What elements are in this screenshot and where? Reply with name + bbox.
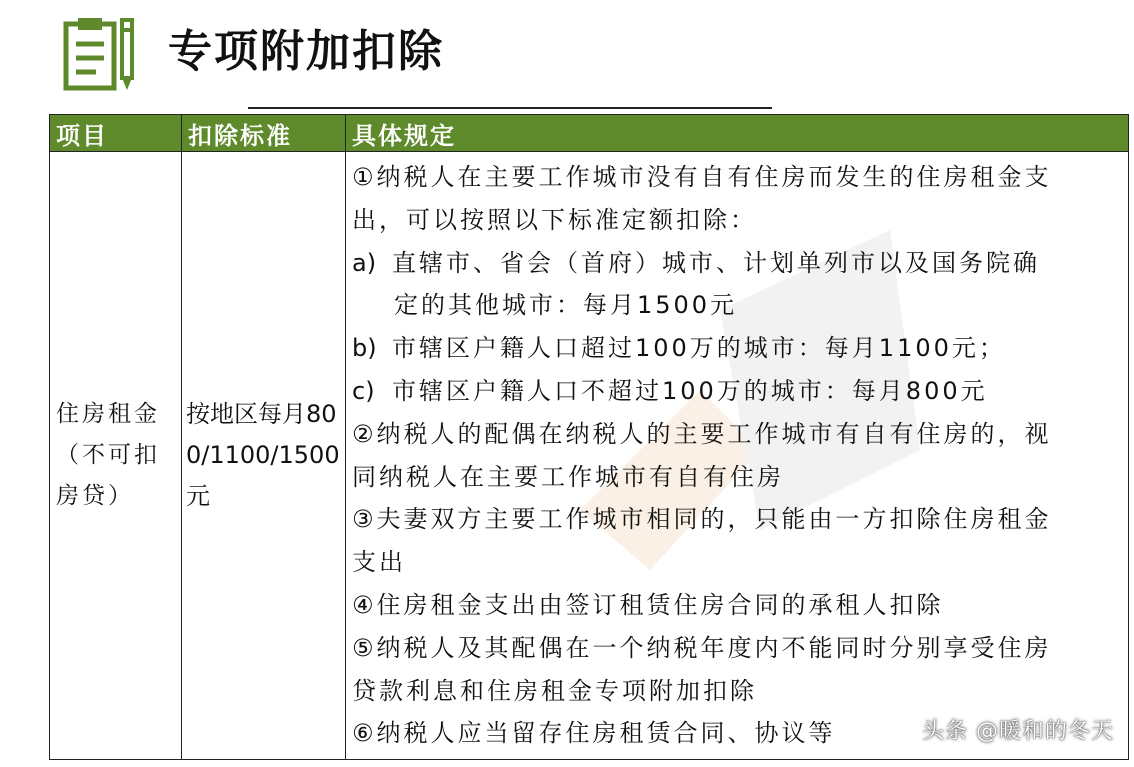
- standard-cell: 按地区每月800/1100/1500元: [182, 152, 346, 760]
- rules-cell: [346, 152, 1129, 760]
- item-cell: [50, 152, 182, 760]
- rule-line: [352, 456, 1124, 499]
- rule-line: [352, 199, 1124, 242]
- item-line: 住房租金: [56, 401, 160, 428]
- rule-text: 市辖区户籍人口超过100万的城市：每月1100元；: [392, 334, 1006, 363]
- rule-text: ⑥纳税人应当留存住房租赁合同、协议等: [352, 719, 836, 748]
- rule-line: [352, 327, 1124, 370]
- rule-marker: c): [352, 376, 375, 405]
- title-divider: [248, 107, 772, 109]
- rule-line: [352, 370, 1124, 413]
- page-title: 专项附加扣除: [168, 26, 444, 77]
- rule-text: ①纳税人在主要工作城市没有自有住房而发生的住房租金支: [352, 163, 1052, 191]
- rule-line: [352, 156, 1124, 199]
- rule-text: ②纳税人的配偶在纳税人的主要工作城市有自有住房的，视: [352, 419, 1052, 448]
- rule-text: 同纳税人在主要工作城市有自有住房: [352, 462, 784, 491]
- rule-text: 出，可以按照以下标准定额扣除：: [352, 205, 757, 234]
- rule-text: ⑤纳税人及其配偶在一个纳税年度内不能同时分别享受住房: [352, 633, 1052, 662]
- rule-line: [352, 498, 1124, 541]
- table-row: [50, 152, 1129, 760]
- rule-line: [352, 541, 1124, 584]
- rule-text: ③夫妻双方主要工作城市相同的，只能由一方扣除住房租金: [352, 505, 1052, 534]
- clipboard-pencil-icon: [60, 14, 140, 94]
- rule-text: 直辖市、省会（首府）城市、计划单列市以及国务院确: [392, 248, 1040, 277]
- rule-line: [352, 584, 1124, 627]
- header-item: 项目: [50, 115, 182, 152]
- item-line: 房贷）: [56, 483, 134, 510]
- rule-marker: a): [352, 248, 377, 277]
- rule-text: 定的其他城市：每月1500元: [394, 291, 738, 320]
- rule-text: 贷款利息和住房租金专项附加扣除: [352, 676, 757, 705]
- rules-list: [352, 156, 1124, 755]
- rule-text: 市辖区户籍人口不超过100万的城市：每月800元: [392, 376, 988, 405]
- header-rules: 具体规定: [346, 115, 1129, 152]
- table-header-row: [50, 115, 1129, 152]
- rule-line: [352, 284, 1124, 327]
- rule-line: [352, 413, 1124, 456]
- rule-text: 支出: [352, 548, 406, 577]
- rule-line: [352, 670, 1124, 713]
- rule-line: [352, 242, 1124, 285]
- rule-text: ④住房租金支出由签订租赁住房合同的承租人扣除: [352, 590, 944, 619]
- header-standard: 扣除标准: [182, 115, 346, 152]
- rule-line: [352, 627, 1124, 670]
- watermark-text: 头条 @暖和的冬天: [922, 719, 1114, 744]
- item-line: （不可扣: [56, 442, 160, 469]
- deduction-table: [49, 114, 1129, 760]
- rule-marker: b): [352, 334, 377, 363]
